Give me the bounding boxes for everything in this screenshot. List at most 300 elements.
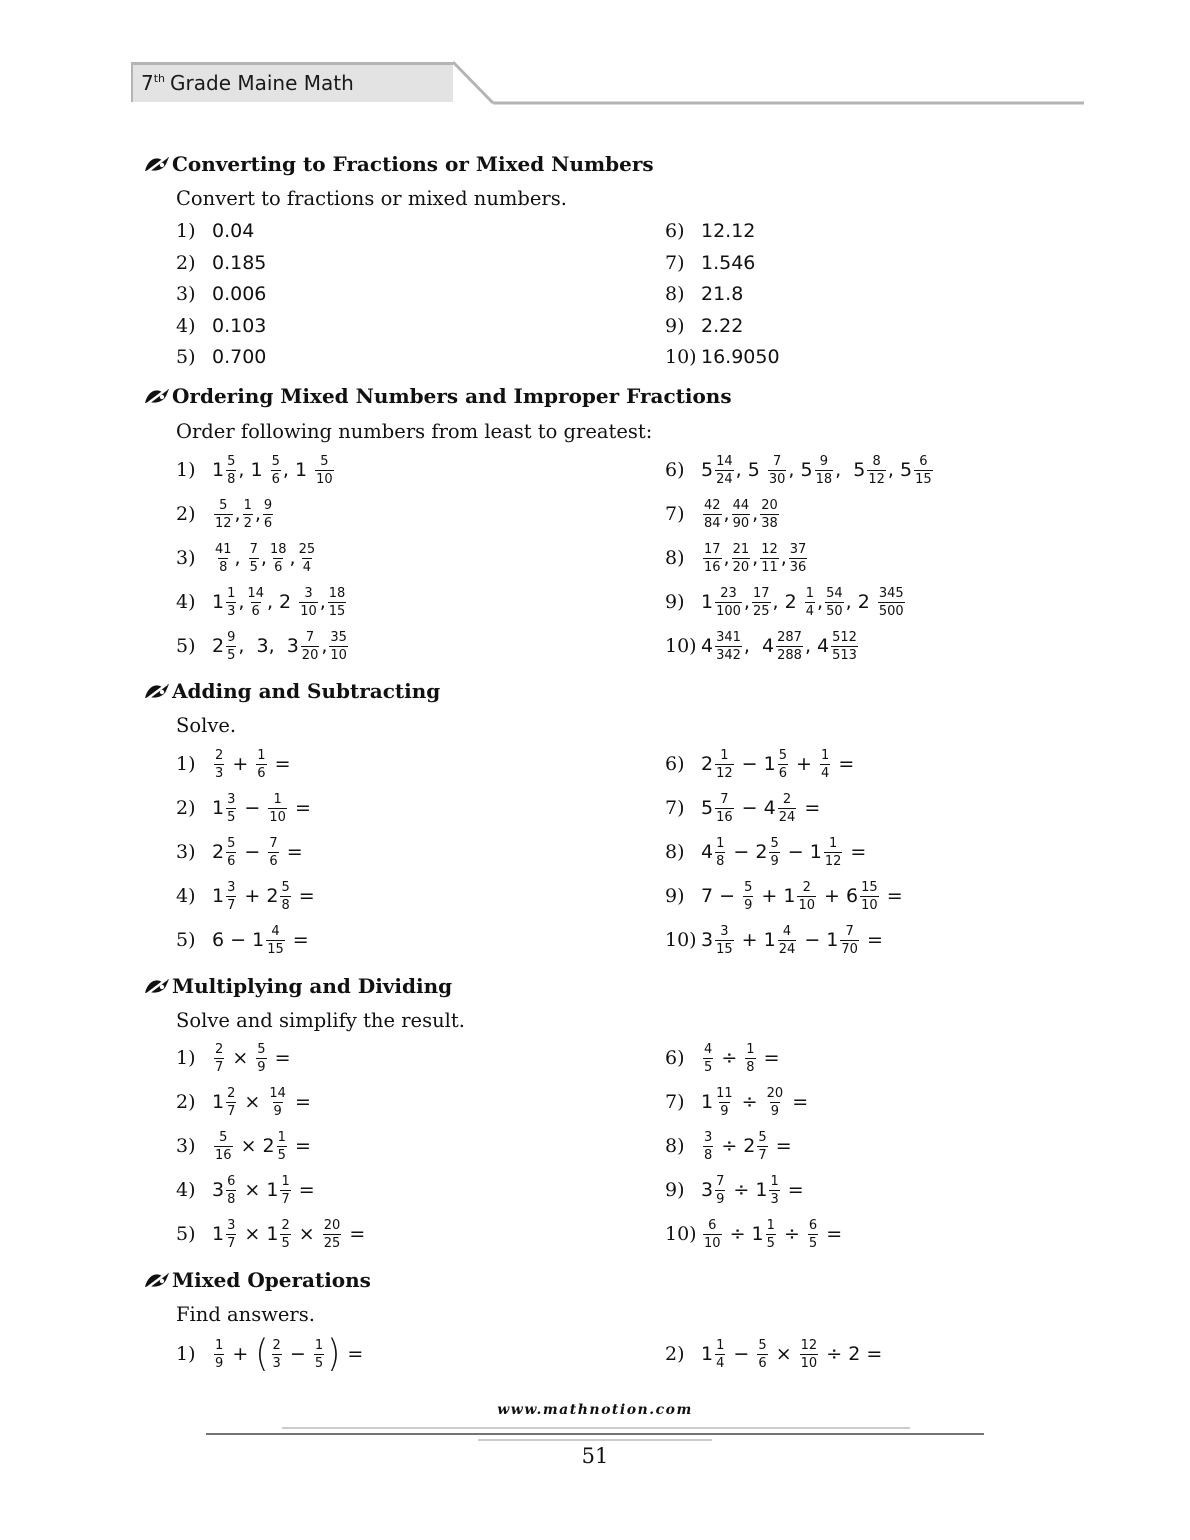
problem-item [665, 873, 903, 919]
fraction-denominator: 50 [826, 603, 843, 619]
problem-item [665, 1211, 842, 1257]
fraction-numerator: 5 [758, 1337, 767, 1353]
expression-text: 4 [701, 841, 714, 863]
fraction [703, 1043, 713, 1074]
fraction [226, 837, 236, 868]
expression-text: , 2 [266, 591, 298, 613]
problem-item [176, 829, 303, 875]
expression-text: = [786, 1091, 809, 1113]
problem-expression [212, 587, 348, 618]
problem-item [665, 785, 820, 831]
fraction [778, 793, 797, 824]
expression-text: = [820, 1223, 843, 1245]
expression-text: 0.185 [212, 251, 267, 274]
expression-text: 7 − [701, 885, 742, 907]
expression-text: 1.546 [701, 251, 756, 274]
expression-text: , 5 [887, 459, 913, 481]
section-title [142, 384, 732, 408]
fraction-denominator: 11 [761, 559, 778, 575]
fraction [820, 749, 830, 780]
fraction-numerator: 7 [249, 541, 258, 557]
fraction-numerator: 2 [272, 1337, 281, 1353]
fraction-numerator: 6 [708, 1217, 717, 1233]
fraction-numerator: 14 [716, 453, 733, 469]
header-rule [0, 0, 1190, 120]
section-title [142, 974, 452, 998]
problem-item [665, 491, 781, 537]
fraction-numerator: 3 [227, 791, 236, 807]
problem-item [665, 1123, 792, 1169]
expression-text: , 5 [835, 459, 866, 481]
expression-text: 6 − 1 [212, 929, 265, 951]
problem-expression [701, 925, 883, 956]
fraction [860, 881, 879, 912]
problem-expression [701, 455, 935, 486]
expression-text: ÷ 2 = [820, 1343, 883, 1365]
fraction-numerator: 6 [227, 1173, 236, 1189]
fraction-numerator: 5 [744, 879, 753, 895]
fraction [715, 837, 725, 868]
problem-expression [212, 1087, 311, 1118]
fraction-numerator: 12 [800, 1337, 818, 1353]
expression-text: 3 [212, 1179, 225, 1201]
fraction [715, 793, 734, 824]
fraction-denominator: 25 [752, 603, 770, 619]
problem-number: 2) [176, 1091, 196, 1113]
fraction [226, 881, 236, 912]
fraction-numerator: 1 [766, 1217, 775, 1233]
fraction [805, 587, 815, 618]
expression-text: , 2 [845, 591, 876, 613]
fraction-denominator: 10 [330, 647, 347, 663]
fraction-denominator: 7 [758, 1147, 767, 1163]
fraction-numerator: 1 [828, 835, 838, 851]
problem-expression [701, 1339, 882, 1370]
problem-number: 10) [665, 635, 697, 657]
problem-item [176, 1167, 315, 1213]
problem-item [176, 1211, 365, 1257]
problem-expression [701, 543, 809, 574]
fraction-denominator: 4 [821, 765, 830, 781]
expression-text: , 4 [804, 635, 830, 657]
expression-text: 16.9050 [701, 346, 780, 368]
fraction-denominator: 16 [716, 809, 733, 825]
fraction-numerator: 18 [328, 585, 346, 601]
problem-number: 5) [176, 346, 196, 368]
problem-expression [701, 1087, 808, 1118]
fraction-denominator: 3 [215, 765, 224, 781]
fraction [226, 1087, 236, 1118]
section-title-text: Converting to Fractions or Mixed Numbers [172, 152, 654, 176]
fraction-numerator: 3 [720, 923, 729, 939]
fraction-denominator: 7 [215, 1059, 224, 1075]
problem-number: 1) [176, 1047, 196, 1069]
fraction-numerator: 2 [227, 1085, 236, 1101]
fraction-numerator: 12 [761, 541, 778, 557]
expression-text: + [226, 1343, 255, 1365]
fraction-denominator: 18 [815, 471, 833, 487]
problem-item [176, 579, 348, 625]
problem-expression [701, 881, 903, 912]
section-instruction: Order following numbers from least to greatest: [176, 420, 653, 443]
fraction [226, 455, 236, 486]
expression-text: = [757, 1047, 780, 1069]
fraction-numerator: 1 [770, 1173, 779, 1189]
fraction [226, 1175, 236, 1206]
fraction [769, 837, 779, 868]
fraction-denominator: 38 [761, 515, 778, 531]
expression-text: = [288, 1091, 311, 1113]
fraction-denominator: 25 [323, 1235, 341, 1251]
section-title [142, 1268, 371, 1292]
fraction [715, 587, 742, 618]
problem-item [665, 1167, 804, 1213]
fraction [266, 925, 285, 956]
fraction-denominator: 16 [215, 1147, 232, 1163]
fraction [214, 1043, 224, 1074]
expression-text: × [769, 1343, 798, 1365]
expression-text: ÷ [777, 1223, 806, 1245]
fraction-numerator: 7 [269, 835, 278, 851]
problem-item [176, 447, 336, 493]
fraction [301, 631, 320, 662]
fraction-numerator: 1 [821, 747, 830, 763]
fraction [808, 1219, 818, 1250]
problem-item [176, 491, 275, 537]
fraction [329, 631, 348, 662]
problem-number: 5) [176, 1223, 196, 1245]
expression-text: , [723, 503, 730, 525]
fraction-denominator: 24 [716, 471, 733, 487]
problem-expression [212, 1043, 291, 1074]
problem-number: 2) [176, 797, 196, 819]
expression-text: , 5 [788, 459, 813, 481]
expression-text: , [234, 503, 241, 525]
fraction-denominator: 9 [215, 1355, 224, 1371]
problem-expression [212, 749, 291, 780]
expression-text: ÷ 1 [723, 1223, 764, 1245]
fraction [800, 1339, 819, 1370]
fraction-numerator: 5 [271, 453, 280, 469]
problem-expression [701, 1131, 792, 1162]
problem-item [176, 1079, 311, 1125]
expression-text: − [238, 797, 267, 819]
expression-text: 5 [701, 797, 714, 819]
expression-text: , [321, 635, 328, 657]
problem-number: 1) [176, 220, 196, 242]
expression-text: , [238, 591, 245, 613]
expression-text: = [288, 797, 311, 819]
fraction-numerator: 5 [227, 453, 236, 469]
fraction-denominator: 9 [257, 1059, 266, 1075]
fraction-numerator: 5 [281, 879, 290, 895]
fraction-numerator: 5 [219, 1129, 228, 1145]
fraction-denominator: 30 [768, 471, 786, 487]
fraction-denominator: 24 [778, 809, 796, 825]
expression-text: − [727, 1343, 756, 1365]
fraction-denominator: 15 [267, 941, 284, 957]
fraction [766, 1219, 776, 1250]
fraction-denominator: 5 [227, 647, 236, 663]
problem-item [176, 1123, 311, 1169]
fraction-denominator: 10 [269, 809, 286, 825]
expression-text: − 2 [727, 841, 768, 863]
fraction-denominator: 9 [744, 897, 753, 913]
fraction [769, 1175, 779, 1206]
fraction [815, 455, 834, 486]
fraction-denominator: 3 [272, 1355, 281, 1371]
expression-text: , [743, 591, 750, 613]
section-instruction: Find answers. [176, 1303, 315, 1326]
expression-text: 2 [212, 635, 225, 657]
fraction-numerator: 5 [770, 835, 779, 851]
problem-expression [701, 1175, 804, 1206]
fraction [256, 749, 266, 780]
expression-text: 21.8 [701, 283, 744, 305]
fraction-denominator: 5 [704, 1059, 713, 1075]
problem-number: 10) [665, 346, 697, 368]
pencil-icon [142, 153, 172, 175]
page-number: 51 [581, 1444, 609, 1468]
fraction-numerator: 7 [720, 791, 729, 807]
expression-text: , 5 [735, 459, 766, 481]
expression-text: 1 [212, 459, 225, 481]
fraction-numerator: 1 [243, 497, 252, 513]
problem-item [665, 623, 860, 669]
expression-text: 1 [212, 885, 225, 907]
fraction-numerator: 18 [269, 541, 287, 557]
expression-text: = [268, 1047, 291, 1069]
problem-number: 4) [176, 591, 196, 613]
expression-text: 1 [212, 797, 225, 819]
expression-text: 1 [701, 591, 714, 613]
fraction [246, 587, 265, 618]
expression-text: − 1 [781, 841, 822, 863]
fraction-numerator: 23 [720, 585, 737, 601]
problem-expression [701, 499, 781, 530]
problem-expression [701, 346, 780, 368]
fraction-denominator: 6 [269, 853, 278, 869]
problem-item [176, 1035, 291, 1081]
expression-text: 2 [212, 841, 225, 863]
expression-text: , 4 [743, 635, 775, 657]
problem-number: 6) [665, 220, 685, 242]
fraction-denominator: 15 [915, 471, 932, 487]
fraction-denominator: 36 [789, 559, 807, 575]
fraction-numerator: 1 [716, 1337, 725, 1353]
expression-text: , [723, 547, 730, 569]
fraction-denominator: 6 [251, 603, 260, 619]
fraction-denominator: 15 [328, 603, 346, 619]
fraction-numerator: 2 [281, 1217, 290, 1233]
expression-text: × [292, 1223, 321, 1245]
fraction [214, 1131, 233, 1162]
expression-text: 2 [701, 753, 714, 775]
fraction [268, 837, 278, 868]
fraction [840, 925, 859, 956]
fraction-denominator: 6 [263, 515, 273, 531]
problem-number: 10) [665, 1223, 697, 1245]
problem-expression [212, 1175, 315, 1206]
problem-item [176, 1331, 363, 1377]
fraction [214, 749, 224, 780]
problem-item [665, 334, 780, 380]
fraction-denominator: 9 [716, 1191, 725, 1207]
problem-item [665, 447, 935, 493]
fraction [878, 587, 905, 618]
fraction [263, 499, 273, 530]
section-title [142, 679, 440, 703]
fraction [272, 1339, 282, 1370]
fraction [703, 499, 722, 530]
problem-number: 10) [665, 929, 697, 951]
fraction [703, 1131, 713, 1162]
expression-text: = [343, 1223, 366, 1245]
fraction [778, 925, 797, 956]
fraction-denominator: 7 [227, 897, 236, 913]
fraction [256, 1043, 266, 1074]
problem-item [665, 535, 809, 581]
problem-item [665, 1331, 882, 1377]
fraction-denominator: 12 [868, 471, 885, 487]
expression-text: + [226, 753, 255, 775]
expression-text: , [260, 547, 267, 569]
fraction [768, 455, 787, 486]
fraction-numerator: 1 [215, 1337, 224, 1353]
expression-text: 4 [701, 635, 714, 657]
fraction-denominator: 7 [227, 1103, 236, 1119]
fraction [743, 881, 753, 912]
fraction [745, 1043, 755, 1074]
fraction-denominator: 6 [274, 559, 283, 575]
fraction-denominator: 100 [716, 603, 741, 619]
fraction-denominator: 6 [758, 1355, 767, 1371]
fraction-denominator: 12 [716, 765, 733, 781]
expression-text: ÷ [735, 1091, 764, 1113]
problem-number: 9) [665, 591, 685, 613]
fraction-numerator: 4 [704, 1041, 713, 1057]
fraction-denominator: 9 [720, 1103, 729, 1119]
fraction-denominator: 5 [281, 1235, 290, 1251]
problem-number: 4) [176, 1179, 196, 1201]
fraction-denominator: 16 [704, 559, 721, 575]
problem-number: 8) [665, 547, 685, 569]
pencil-icon [142, 680, 172, 702]
fraction [268, 793, 287, 824]
problem-number: 7) [665, 251, 685, 274]
pencil-icon [142, 975, 172, 997]
fraction-denominator: 5 [314, 1355, 324, 1371]
expression-text: + 1 [735, 929, 776, 951]
fraction [280, 1175, 290, 1206]
expression-text: = [268, 753, 291, 775]
pencil-icon [142, 1269, 172, 1291]
problem-number: 2) [176, 503, 196, 525]
fraction [766, 1087, 785, 1118]
fraction-denominator: 7 [227, 1235, 236, 1251]
problem-number: 1) [176, 753, 196, 775]
fraction [867, 455, 886, 486]
fraction-numerator: 5 [257, 1041, 266, 1057]
problem-number: 3) [176, 841, 196, 863]
problem-item [176, 334, 266, 380]
fraction-denominator: 90 [732, 515, 750, 531]
expression-text: + [790, 753, 819, 775]
expression-text: + 6 [818, 885, 859, 907]
problem-number: 1) [176, 459, 196, 481]
fraction [315, 455, 334, 486]
fraction [760, 499, 779, 530]
fraction-numerator: 44 [732, 497, 750, 513]
fraction-denominator: 10 [316, 471, 333, 487]
fraction-numerator: 41 [215, 541, 232, 557]
fraction-numerator: 1 [273, 791, 282, 807]
fraction-denominator: 15 [716, 941, 733, 957]
fraction-denominator: 3 [770, 1191, 779, 1207]
fraction [752, 587, 771, 618]
fraction [277, 1131, 287, 1162]
expression-text: × [226, 1047, 255, 1069]
fraction-denominator: 9 [770, 1103, 780, 1119]
fraction-numerator: 8 [872, 453, 881, 469]
fraction [280, 881, 290, 912]
problem-expression [212, 925, 309, 956]
fraction [269, 543, 288, 574]
fraction [715, 749, 734, 780]
fraction-denominator: 9 [273, 1103, 282, 1119]
fraction [323, 1219, 342, 1250]
fraction-numerator: 287 [777, 629, 802, 645]
fraction-numerator: 7 [305, 629, 315, 645]
fraction-numerator: 9 [263, 497, 273, 513]
expression-text: ÷ [715, 1047, 744, 1069]
fraction-numerator: 4 [271, 923, 280, 939]
fraction-numerator: 9 [819, 453, 828, 469]
fraction [778, 749, 788, 780]
fraction-denominator: 84 [704, 515, 721, 531]
fraction-numerator: 25 [298, 541, 316, 557]
expression-text: × 2 [234, 1135, 275, 1157]
fraction [271, 455, 281, 486]
section-instruction: Convert to fractions or mixed numbers. [176, 187, 567, 210]
fraction [268, 1087, 287, 1118]
fraction [226, 793, 236, 824]
expression-text: , [289, 547, 296, 569]
fraction [760, 543, 779, 574]
fraction-denominator: 342 [716, 647, 741, 663]
fraction-numerator: 1 [314, 1337, 324, 1353]
expression-text: 0.103 [212, 314, 267, 337]
problem-number: 7) [665, 797, 685, 819]
fraction-numerator: 54 [826, 585, 843, 601]
problem-number: 4) [176, 314, 196, 337]
expression-text: 2.22 [701, 314, 744, 337]
problem-number: 7) [665, 503, 685, 525]
expression-text: = [798, 797, 821, 819]
section-title-text: Adding and Subtracting [172, 679, 441, 703]
problem-number: 9) [665, 885, 685, 907]
problem-number: 2) [176, 251, 196, 274]
fraction-denominator: 5 [766, 1235, 775, 1251]
problem-number: 9) [665, 1179, 685, 1201]
problem-expression [212, 346, 266, 368]
problem-number: 5) [176, 929, 196, 951]
expression-text: 0.700 [212, 346, 267, 368]
fraction-numerator: 5 [778, 747, 788, 763]
fraction-denominator: 10 [300, 603, 317, 619]
fraction-denominator: 8 [716, 853, 725, 869]
problem-item [665, 917, 883, 963]
